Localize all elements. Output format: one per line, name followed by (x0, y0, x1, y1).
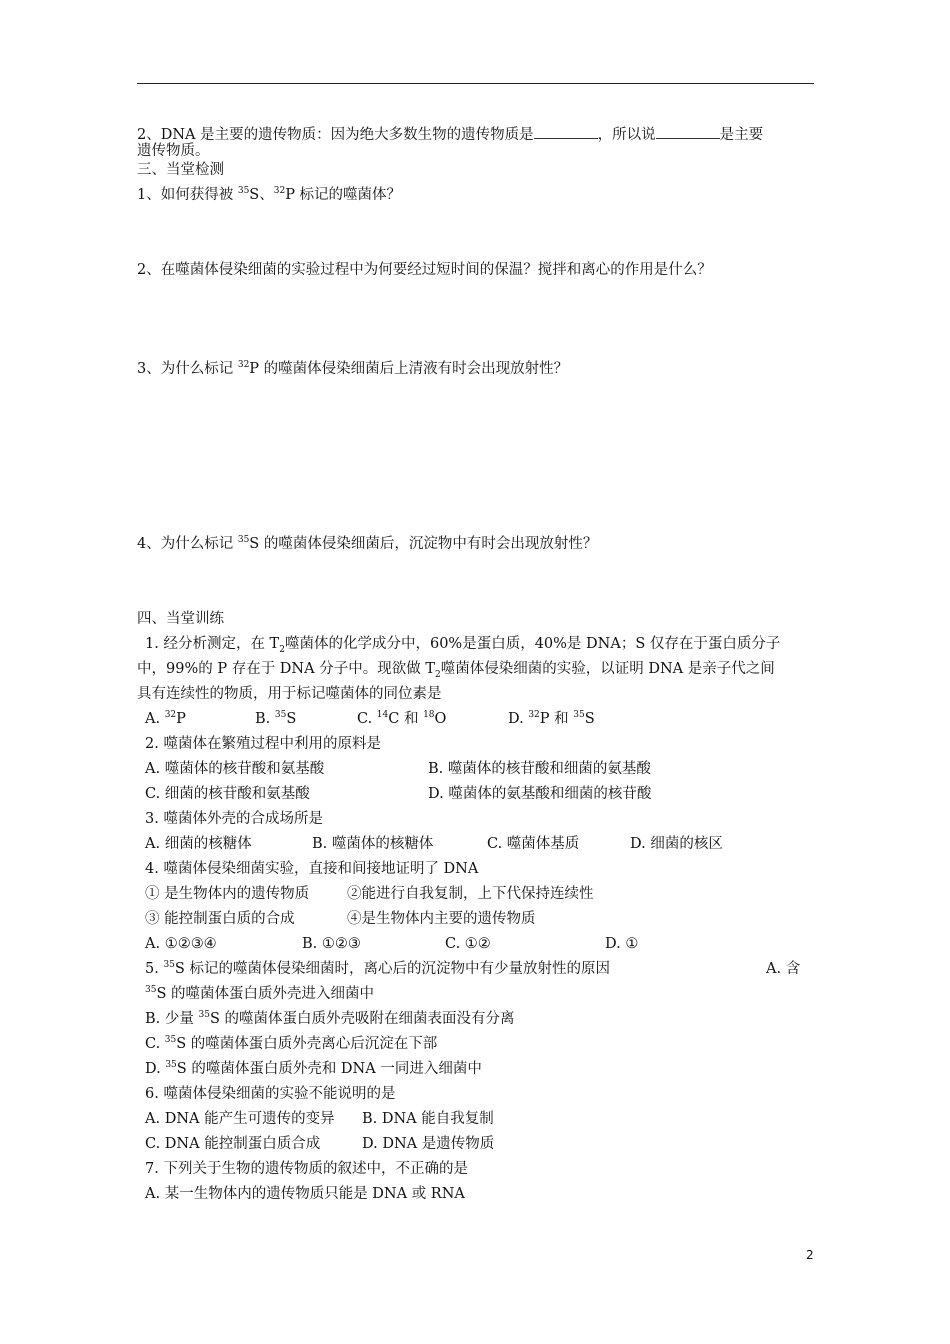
p3-option-d: D. 细菌的核区 (630, 836, 723, 852)
p1-stem-line-2: 中，99%的 P 存在于 DNA 分子中。现欲做 $T_2$噬菌体侵染细菌的实验，以证明 DNA 是亲子代之间 (137, 661, 775, 680)
blank-1 (534, 124, 598, 139)
section3-heading: 三、当堂检测 (137, 162, 224, 178)
p5-option-a-head: A. 含 (766, 961, 801, 977)
intro-line-2: 遗传物质。 (137, 143, 210, 159)
s3-question-4: 4、为什么标记 $^{35}$S 的噬菌体侵染细菌后，沉淀物中有时会出现放射性？ (137, 535, 598, 552)
p2-stem: 2. 噬菌体在繁殖过程中利用的原料是 (145, 736, 381, 752)
p1-stem-line-3: 具有连续性的物质，用于标记噬菌体的同位素是 (137, 686, 442, 702)
header-rule (137, 83, 814, 84)
p6-stem: 6. 噬菌体侵染细菌的实验不能说明的是 (145, 1086, 396, 1102)
p2-option-d: D. 噬菌体的氨基酸和细菌的核苷酸 (428, 786, 652, 802)
p6-option-d: D. DNA 是遗传物质 (362, 1136, 495, 1152)
p6-option-a: A. DNA 能产生可遗传的变异 (145, 1111, 335, 1127)
intro-text-b: ，所以说 (597, 127, 656, 143)
p5-stem: 5. $^{35}$S 标记的噬菌体侵染细菌时，离心后的沉淀物中有少量放射性的原因 (145, 960, 610, 977)
p7-stem: 7. 下列关于生物的遗传物质的叙述中，不正确的是 (145, 1161, 468, 1177)
p1-option-d: D. $^{32}$P 和 $^{35}$S (508, 710, 595, 727)
p6-option-c: C. DNA 能控制蛋白质合成 (145, 1136, 321, 1152)
page-number: 2 (806, 1248, 814, 1262)
p2-option-a: A. 噬菌体的核苷酸和氨基酸 (145, 761, 325, 777)
p4-statement-3: ③ 能控制蛋白质的合成 (145, 911, 295, 927)
intro-line-1 (137, 124, 763, 145)
intro-text-c: 是主要 (719, 127, 764, 143)
p4-option-c: C. ①② (445, 936, 491, 952)
p4-statement-2: ②能进行自我复制，上下代保持连续性 (347, 886, 594, 902)
p4-statement-4: ④是生物体内主要的遗传物质 (347, 911, 536, 927)
p2-option-c: C. 细菌的核苷酸和氨基酸 (145, 786, 310, 802)
p3-option-a: A. 细菌的核糖体 (145, 836, 252, 852)
p5-option-b: B. 少量 $^{35}$S 的噬菌体蛋白质外壳吸附在细菌表面没有分离 (145, 1010, 515, 1027)
p4-statement-1: ① 是生物体内的遗传物质 (145, 886, 310, 902)
p4-stem: 4. 噬菌体侵染细菌实验，直接和间接地证明了 DNA (145, 861, 479, 877)
p1-option-a: A. $^{32}$P (145, 710, 186, 727)
p1-option-b: B. $^{35}$S (255, 710, 297, 727)
p3-option-b: B. 噬菌体的核糖体 (312, 836, 434, 852)
s3-question-2: 2、在噬菌体侵染细菌的实验过程中为何要经过短时间的保温？搅拌和离心的作用是什么？ (137, 262, 712, 278)
p4-option-a: A. ①②③④ (145, 936, 217, 952)
p3-stem: 3. 噬菌体外壳的合成场所是 (145, 811, 323, 827)
p1-stem-line-1: 1. 经分析测定，在 $T_2$噬菌体的化学成分中，60%是蛋白质，40%是 DNA；S 仅存在于蛋白质分子 (145, 636, 781, 655)
p5-option-c: C. $^{35}$S 的噬菌体蛋白质外壳离心后沉淀在下部 (145, 1035, 438, 1052)
p4-option-d: D. ① (605, 936, 639, 952)
p4-option-b: B. ①②③ (302, 936, 361, 952)
s3-question-1: 1、如何获得被 $^{35}$S、$^{32}$P 标记的噬菌体？ (137, 186, 402, 203)
intro-text-a: 2、DNA 是主要的遗传物质：因为绝大多数生物的遗传物质是 (137, 127, 534, 143)
p2-option-b: B. 噬菌体的核苷酸和细菌的氨基酸 (428, 761, 651, 777)
p6-option-b: B. DNA 能自我复制 (362, 1111, 494, 1127)
p5-option-d: D. $^{35}$S 的噬菌体蛋白质外壳和 DNA 一同进入细菌中 (145, 1060, 482, 1077)
p1-option-c: C. $^{14}$C 和 $^{18}$O (357, 710, 447, 727)
section4-heading: 四、当堂训练 (137, 611, 224, 627)
p7-option-a: A. 某一生物体内的遗传物质只能是 DNA 或 RNA (145, 1186, 465, 1202)
s3-question-3: 3、为什么标记 $^{32}$P 的噬菌体侵染细菌后上清液有时会出现放射性？ (137, 360, 569, 377)
p5-option-a-rest: $^{35}$S 的噬菌体蛋白质外壳进入细菌中 (145, 985, 374, 1002)
p3-option-c: C. 噬菌体基质 (487, 836, 580, 852)
blank-2 (656, 124, 720, 139)
